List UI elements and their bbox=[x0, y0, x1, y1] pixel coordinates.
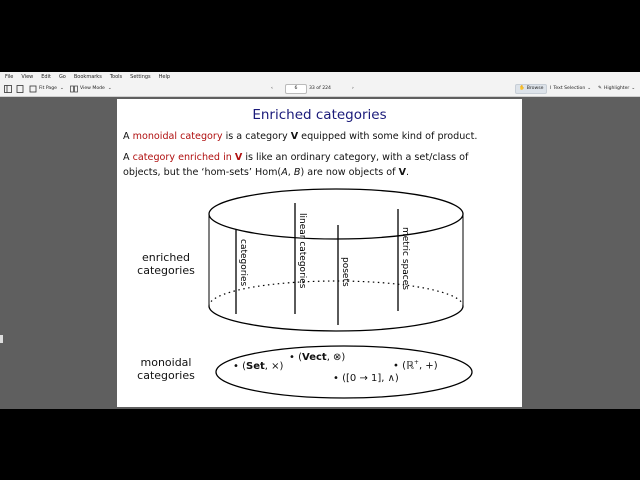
page-number-value[interactable]: 6 bbox=[285, 84, 307, 94]
text-bold: Vect bbox=[302, 352, 327, 363]
sidebar-toggle-icon[interactable] bbox=[4, 84, 12, 93]
label-line: monoidal bbox=[140, 356, 192, 369]
next-page-icon[interactable]: › bbox=[352, 86, 354, 91]
label-line: categories bbox=[137, 369, 195, 382]
page-number-input[interactable] bbox=[285, 84, 307, 93]
term-monoidal-category: monoidal category bbox=[132, 131, 223, 142]
chevron-down-icon: ⌄ bbox=[107, 86, 112, 91]
text-selection-button[interactable] bbox=[550, 84, 591, 93]
text: . bbox=[406, 167, 410, 178]
bullet: • bbox=[289, 352, 295, 363]
text: ( bbox=[242, 361, 246, 372]
menu-go[interactable]: Go bbox=[58, 74, 66, 80]
toolbar bbox=[0, 82, 640, 97]
menu-help[interactable]: Help bbox=[158, 74, 171, 80]
text: (ℝ bbox=[402, 360, 414, 372]
text-bold: Set bbox=[246, 361, 265, 372]
cursor-marker bbox=[0, 335, 3, 343]
monoidal-item-vect bbox=[289, 352, 345, 363]
fit-page-icon bbox=[29, 85, 37, 93]
text: is like an ordinary category, with a set/class of bbox=[242, 152, 469, 163]
bullet: • bbox=[393, 360, 399, 372]
view-mode-icon bbox=[70, 85, 78, 93]
term-enriched-category: category enriched in bbox=[132, 152, 235, 163]
enriched-categories-label bbox=[129, 251, 203, 277]
text-selection-label: Text Selection bbox=[553, 86, 586, 91]
fit-page-select[interactable] bbox=[29, 84, 64, 93]
browse-label: Browse bbox=[526, 86, 544, 91]
view-mode-label: View Mode bbox=[80, 86, 105, 91]
symbol-V: V bbox=[234, 152, 243, 163]
page-icon[interactable] bbox=[16, 84, 24, 93]
symbol-A: A bbox=[281, 167, 288, 178]
text: ( bbox=[298, 352, 302, 363]
monoidal-item-interval bbox=[333, 373, 399, 384]
highlighter-button[interactable] bbox=[598, 84, 635, 93]
document-viewport[interactable] bbox=[0, 97, 640, 409]
previous-page-icon[interactable]: ‹ bbox=[271, 86, 273, 91]
text: objects, but the ‘hom-sets’ Hom( bbox=[123, 167, 282, 178]
text: , +) bbox=[418, 360, 438, 372]
fit-page-label: Fit Page bbox=[39, 86, 57, 91]
highlighter-label: Highlighter bbox=[603, 86, 630, 91]
browse-button[interactable] bbox=[515, 84, 547, 93]
view-mode-button[interactable] bbox=[70, 84, 112, 93]
pdf-page bbox=[117, 99, 522, 407]
text: is a category bbox=[222, 131, 291, 142]
menu-tools[interactable]: Tools bbox=[109, 74, 123, 80]
symbol-B: B bbox=[293, 167, 301, 178]
label-categories: categories bbox=[238, 239, 248, 287]
text: A bbox=[123, 152, 133, 163]
text: , ⊗) bbox=[326, 352, 346, 363]
monoidal-item-reals bbox=[393, 359, 438, 371]
symbol-V: V bbox=[290, 131, 299, 142]
text: equipped with some kind of product. bbox=[298, 131, 478, 142]
monoidal-item-set bbox=[233, 361, 283, 372]
menu-edit[interactable]: Edit bbox=[41, 74, 51, 80]
chevron-down-icon: ⌄ bbox=[587, 86, 592, 91]
menu-bookmarks[interactable]: Bookmarks bbox=[73, 74, 102, 80]
text: ([0 → 1], ∧) bbox=[342, 373, 399, 384]
monoidal-categories-label bbox=[129, 356, 203, 382]
label-posets: posets bbox=[340, 257, 350, 287]
text: ) are now objects of bbox=[300, 167, 399, 178]
bullet: • bbox=[333, 373, 339, 384]
highlighter-icon: ✎ bbox=[598, 86, 602, 91]
text: , bbox=[287, 167, 294, 178]
label-line: enriched bbox=[141, 251, 191, 264]
page-count: 33 of 224 bbox=[309, 86, 331, 91]
hand-icon: ✋ bbox=[519, 86, 525, 91]
text: A bbox=[123, 131, 133, 142]
label-metric-spaces: metric spaces bbox=[400, 227, 410, 290]
label-linear-categories: linear categories bbox=[297, 213, 307, 289]
menu-view[interactable]: View bbox=[21, 74, 34, 80]
pdf-viewer-window bbox=[0, 72, 640, 409]
slide-title: Enriched categories bbox=[252, 107, 387, 123]
text: , ×) bbox=[264, 361, 284, 372]
label-line: categories bbox=[137, 264, 195, 277]
menu-file[interactable]: File bbox=[5, 74, 14, 80]
menu-bar bbox=[0, 72, 640, 82]
bullet: • bbox=[233, 361, 239, 372]
chevron-down-icon: ⌄ bbox=[631, 86, 636, 91]
cylinder-bottom-front bbox=[209, 306, 463, 331]
superscript: + bbox=[413, 359, 419, 366]
cylinder-top bbox=[209, 189, 463, 239]
symbol-V: V bbox=[398, 167, 407, 178]
text-cursor-icon: I bbox=[550, 86, 552, 91]
chevron-down-icon: ⌄ bbox=[59, 86, 64, 91]
menu-settings[interactable]: Settings bbox=[130, 74, 151, 80]
